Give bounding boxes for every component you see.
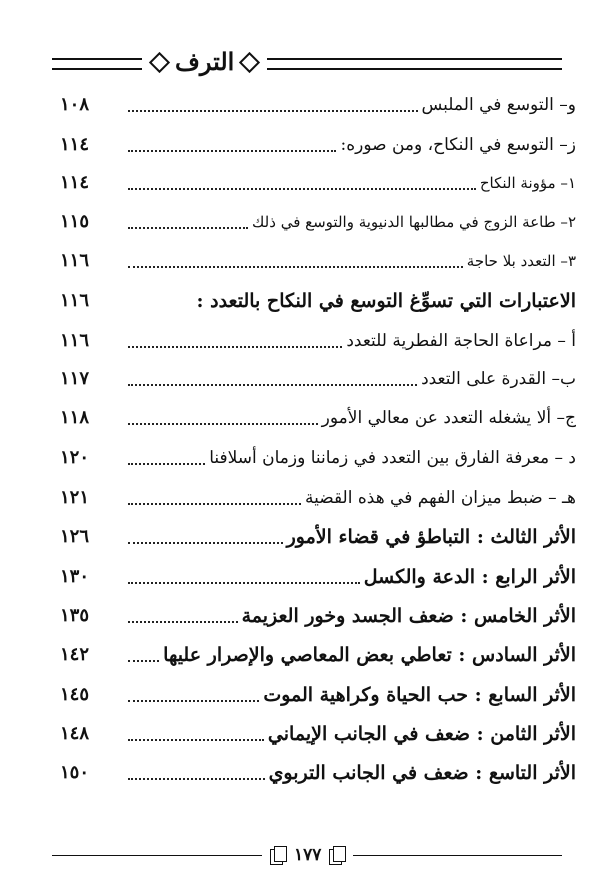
dot-leader — [128, 778, 265, 780]
header-double-rule — [52, 58, 562, 70]
toc-entry-title: و– التوسع في الملبس — [421, 95, 576, 115]
dot-leader — [128, 700, 259, 702]
toc-entry-page: ١٢٦ — [60, 526, 90, 547]
toc-entry — [60, 324, 576, 354]
toc-entry — [60, 638, 576, 668]
header-ornament — [142, 48, 267, 76]
dot-leader — [128, 582, 360, 584]
page-number: ١٧٧ — [294, 845, 322, 865]
toc-entry — [60, 362, 576, 392]
toc-entry — [60, 717, 576, 747]
toc-entry — [60, 166, 576, 196]
toc-entry-title: هـ – ضبط ميزان الفهم في هذه القضية — [304, 488, 576, 508]
toc-entry — [60, 560, 576, 590]
dot-leader — [128, 542, 283, 544]
dot-leader — [128, 621, 238, 623]
toc-entry — [60, 756, 576, 786]
dot-leader — [128, 423, 318, 425]
dot-leader — [128, 739, 264, 741]
dot-leader — [128, 188, 476, 190]
dot-leader — [128, 384, 417, 386]
dot-leader — [128, 266, 463, 268]
page-footer — [52, 836, 562, 872]
toc-entry-page: ١٤٨ — [60, 723, 90, 744]
toc-entry-page: ١٤٢ — [60, 644, 90, 665]
dot-leader — [128, 150, 336, 152]
toc-entry — [60, 128, 576, 158]
toc-entry-page: ١١٨ — [60, 407, 90, 428]
diamond-ornament-icon — [149, 51, 170, 72]
toc-entry-page: ١٢١ — [60, 487, 90, 508]
toc-entry — [60, 481, 576, 511]
toc-entry-title: ج– ألا يشغله التعدد عن معالي الأمور — [321, 408, 576, 428]
dot-leader — [128, 503, 301, 505]
toc-entry-title: الأثر الثالث : التباطؤ في قضاء الأمور — [286, 526, 576, 548]
booklet-ornament-icon — [270, 846, 286, 864]
toc-entry-page: ١٣٠ — [60, 566, 90, 587]
header-title: الترف — [175, 47, 235, 76]
toc-entry-page: ١٠٨ — [60, 94, 90, 115]
toc-entry — [60, 678, 576, 708]
dot-leader — [128, 227, 248, 229]
toc-entry-title: ٢– طاعة الزوج في مطالبها الدنيوية والتوسع في ذلك — [252, 213, 576, 231]
toc-entry-page: ١٣٥ — [60, 605, 90, 626]
toc-entry — [60, 205, 576, 235]
toc-entry — [60, 401, 576, 431]
toc-entry-title: ب– القدرة على التعدد — [421, 369, 576, 389]
toc-entry-title: الأثر الرابع : الدعة والكسل — [363, 566, 576, 588]
toc-entry-title: الأثر الخامس : ضعف الجسد وخور العزيمة — [241, 605, 576, 627]
dot-leader — [128, 110, 418, 112]
toc-entry-title: الأثر التاسع : ضعف في الجانب التربوي — [268, 762, 576, 784]
running-header — [52, 42, 562, 82]
toc-entry-page: ١١٦ — [60, 250, 90, 271]
toc-entry-page: ١١٧ — [60, 368, 90, 389]
toc-entry-page: ١٢٠ — [60, 447, 90, 468]
toc-entry-page: ١١٦ — [60, 330, 90, 351]
page-number-box — [262, 840, 353, 870]
toc-entry — [60, 520, 576, 550]
toc-entry-title: الأثر السادس : تعاطي بعض المعاصي والإصرار عليها — [163, 644, 576, 666]
dot-leader — [128, 346, 342, 348]
toc-entry-page: ١٤٥ — [60, 684, 90, 705]
toc-entry-page: ١١٦ — [60, 290, 90, 311]
booklet-ornament-icon — [329, 846, 345, 864]
toc-entry-title: الأثر الثامن : ضعف في الجانب الإيماني — [267, 723, 576, 745]
toc-entry — [60, 88, 576, 118]
toc-entry-title: ١– مؤونة النكاح — [479, 174, 576, 192]
diamond-ornament-icon — [239, 51, 260, 72]
toc-entry — [60, 599, 576, 629]
toc-entry — [60, 441, 576, 471]
toc-entry-page: ١١٤ — [60, 134, 90, 155]
toc-entry-title: الاعتبارات التي تسوِّغ التوسع في النكاح بالتعدد : — [196, 290, 576, 312]
dot-leader — [128, 660, 159, 662]
toc-entry-page: ١٥٠ — [60, 762, 90, 783]
toc-entry-title: ٣– التعدد بلا حاجة — [466, 252, 576, 270]
toc-entry — [60, 244, 576, 274]
toc-entry-page: ١١٥ — [60, 211, 90, 232]
toc-entry-title: الأثر السابع : حب الحياة وكراهية الموت — [263, 684, 576, 706]
dot-leader — [128, 463, 205, 465]
toc-entry-page: ١١٤ — [60, 172, 90, 193]
toc-entry-title: أ – مراعاة الحاجة الفطرية للتعدد — [346, 331, 576, 351]
toc-section-heading — [60, 284, 576, 314]
toc-entry-title: ز– التوسع في النكاح، ومن صوره: — [340, 135, 576, 155]
toc-entry-title: د – معرفة الفارق بين التعدد في زماننا وزمان أسلافنا — [209, 448, 576, 468]
